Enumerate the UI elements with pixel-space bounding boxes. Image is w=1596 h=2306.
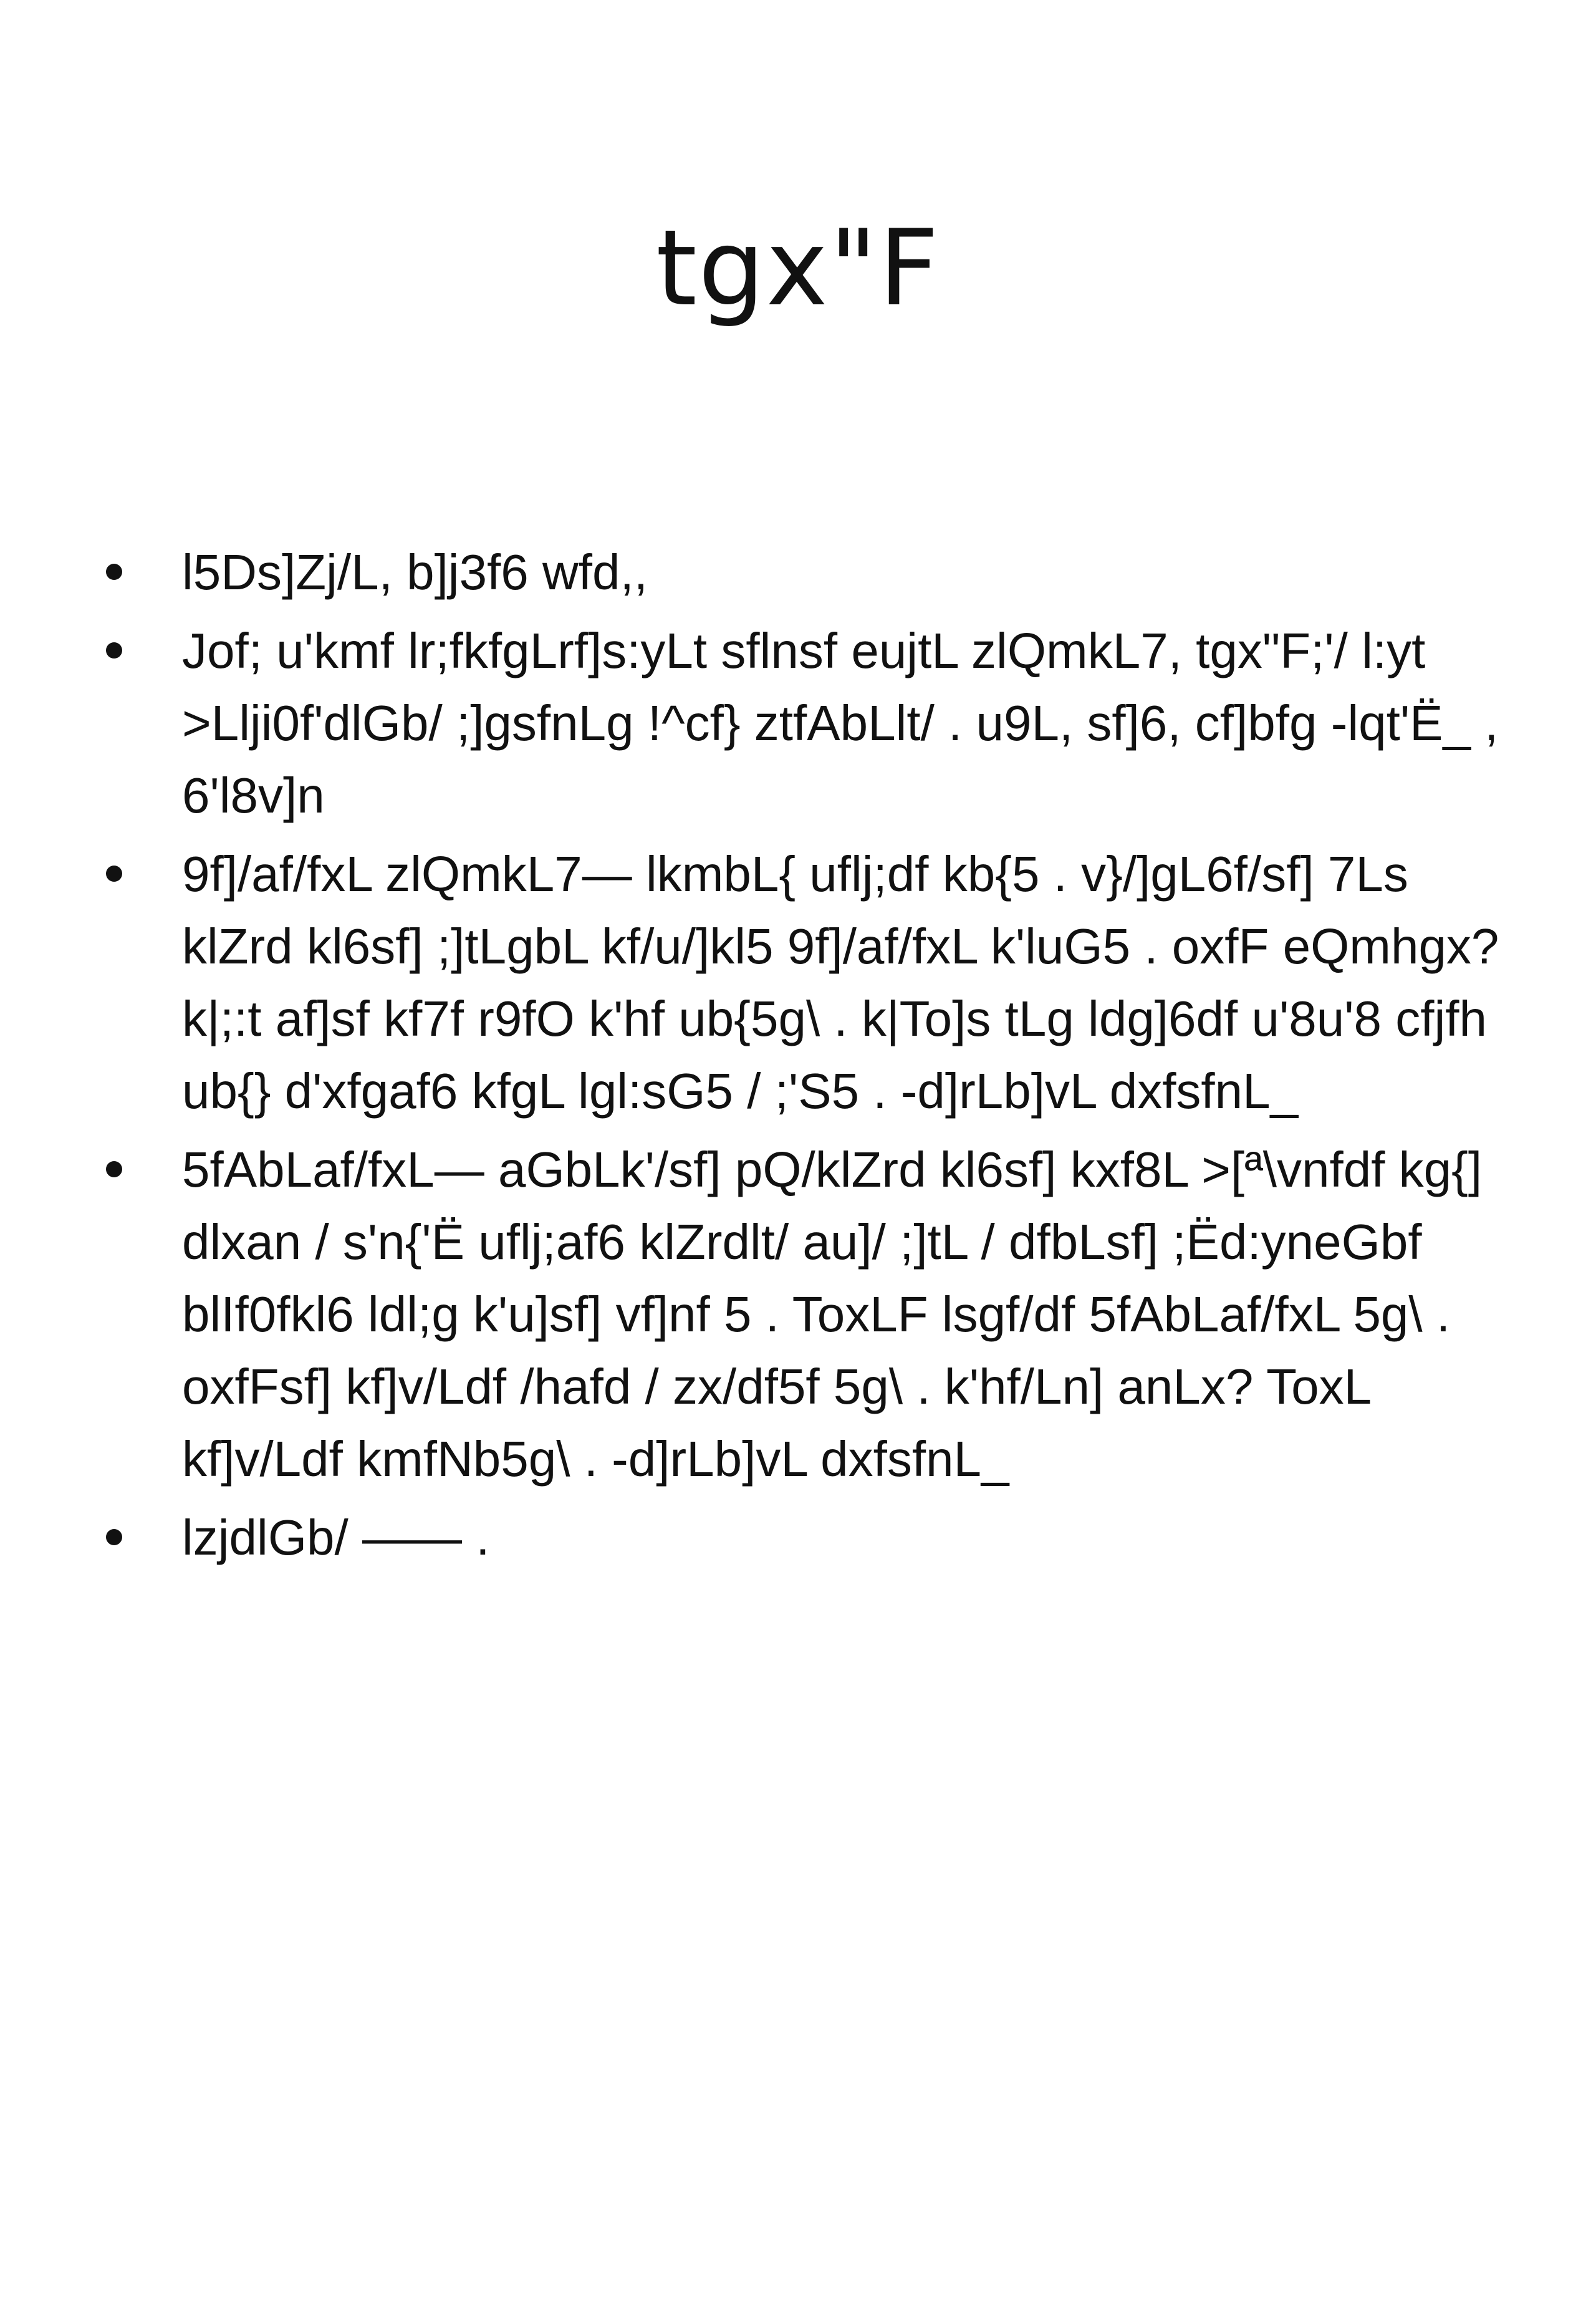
- list-item-text: l5Ds]Zj/L, b]j3f6 wfd,,: [182, 544, 648, 600]
- bullet-list: [100, 536, 1521, 1580]
- list-item: [100, 1134, 1521, 1495]
- list-item-text: 9f]/af/fxL zlQmkL7— lkmbL{ uflj;df kb{5 . v}/]gL6f/sf] 7Ls klZrd kl6sf] ;]tLgbL kf/u/]kl5 9f]/af/fxL k'luG5 . oxfF eQmhgx? k|;:t af]sf kf7f r9fO k'hf ub{5g\ . k|To]s tLg ldg]6df u'8u'8 cfjfh ub{} d'xfgaf6 kfgL lgl:sG5 / ;'S5 . -d]rLb]vL dxfsfnL_: [182, 846, 1499, 1119]
- list-item-text: lzjdlGb/ —— .: [182, 1510, 490, 1565]
- list-item: [100, 536, 1521, 609]
- list-item-text: 5fAbLaf/fxL— aGbLk'/sf] pQ/klZrd kl6sf] kxf8L >[ª\vnfdf kg{] dlxan / s'n{'Ë uflj;af6 klZrdlt/ au]/ ;]tL / dfbLsf] ;Ëd:yneGbf blIf0fkl6 ldl;g k'u]sf] vf]nf 5 . ToxLF lsgf/df 5fAbLaf/fxL 5g\ . oxfFsf] kf]v/Ldf /hafd / zx/df5f 5g\ . k'hf/Ln] anLx? ToxL kf]v/Ldf kmfNb5g\ . -d]rLb]vL dxfsfnL_: [182, 1142, 1483, 1487]
- bullet-icon: [106, 564, 122, 580]
- list-item: [100, 838, 1521, 1127]
- list-item: [100, 615, 1521, 832]
- page-title: tgx"F: [656, 207, 940, 329]
- list-item: [100, 1502, 1521, 1574]
- bullet-icon: [106, 642, 122, 659]
- bullet-icon: [106, 1529, 122, 1545]
- bullet-icon: [106, 866, 122, 882]
- bullet-icon: [106, 1161, 122, 1177]
- list-item-text: Jof; u'kmf lr;fkfgLrf]s:yLt sflnsf eujtL zlQmkL7, tgx"F;'/ l:yt >Llji0f'dlGb/ ;]gsfnLg !^cf} ztfAbLlt/ . u9L, sf]6, cf]bfg -lqt'Ë_ , 6'l8v]n: [182, 623, 1499, 823]
